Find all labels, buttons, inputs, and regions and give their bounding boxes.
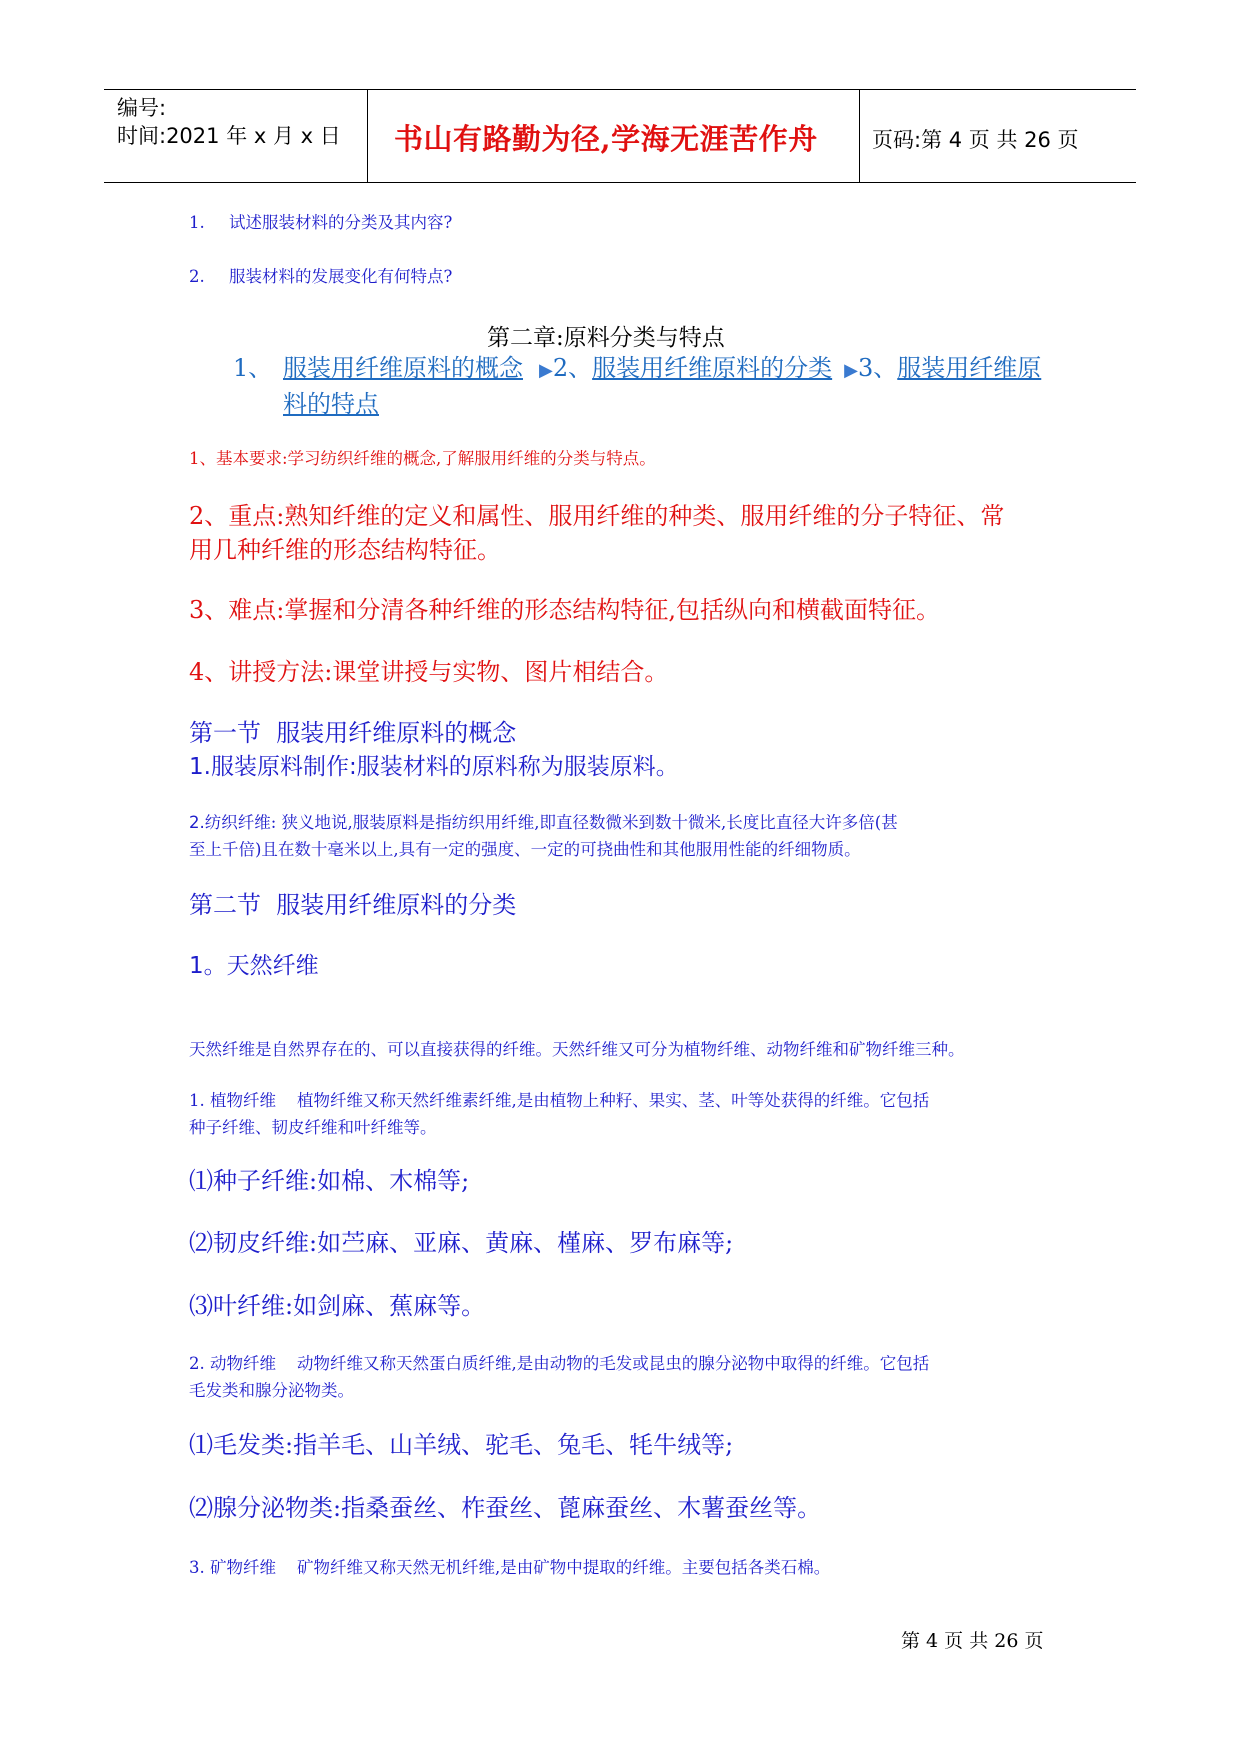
question-text: 试述服装材料的分类及其内容? [229,213,453,232]
animal-fiber-line2: 毛发类和腺分泌物类。 [189,1381,354,1400]
motto: 书山有路勤为径,学海无涯苦作舟 [394,122,818,156]
definition-textile-fiber [189,809,1069,863]
definition-text-line1: 纺织纤维: 狭义地说,服装原料是指纺织用纤维,即直径数微米到数十微米,长度比直径大许多倍(甚 [204,813,898,832]
list-item: ⑵腺分泌物类:指桑蚕丝、柞蚕丝、蓖麻蚕丝、木薯蚕丝等。 [189,1494,822,1522]
difficulty-point: 3、难点:掌握和分清各种纤维的形态结构特征,包括纵向和横截面特征。 [189,596,940,624]
question-number: 1. [189,213,205,232]
toc-arrow-icon: ▶ [844,360,858,381]
natural-fiber-description: 天然纤维是自然界存在的、可以直接获得的纤维。天然纤维又可分为植物纤维、动物纤维和矿物纤维三种。 [189,1040,965,1059]
definition-material: 1.服装原料制作:服装材料的原料称为服装原料。 [189,754,679,780]
toc-link-classification[interactable]: 服装用纤维原料的分类 [592,354,833,382]
plant-fiber-paragraph [189,1087,1069,1141]
toc-link-concept[interactable]: 服装用纤维原料的概念 [283,354,523,382]
basic-requirement: 1、基本要求:学习纺织纤维的概念,了解服用纤维的分类与特点。 [189,449,656,468]
toc-number: 2、 [552,354,593,382]
header-divider-left [367,89,368,183]
natural-fiber-heading: 1。天然纤维 [189,953,319,979]
chapter-title: 第二章:原料分类与特点 [487,325,725,351]
key-point-line1: 2、重点:熟知纤维的定义和属性、服用纤维的种类、服用纤维的分子特征、常 [189,502,1005,530]
serial-label: 编号: [117,96,167,120]
section1-title: 第一节 服装用纤维原料的概念 [189,719,517,747]
header-divider-right [859,89,860,183]
question-number: 2. [189,267,205,286]
list-item: ⑴种子纤维:如棉、木棉等; [189,1167,470,1195]
list-item: ⑵韧皮纤维:如苎麻、亚麻、黄麻、槿麻、罗布麻等; [189,1229,734,1257]
question-item [189,263,452,290]
definition-text-line2: 至上千倍)且在数十毫米以上,具有一定的强度、一定的可挠曲性和其他服用性能的纤细物质。 [189,840,861,859]
key-point-line2: 用几种纤维的形态结构特征。 [189,536,501,564]
chapter-toc [233,350,1073,389]
list-item: ⑶叶纤维:如剑麻、蕉麻等。 [189,1292,486,1320]
animal-fiber-line1: 2. 动物纤维 动物纤维又称天然蛋白质纤维,是由动物的毛发或昆虫的腺分泌物中取得的纤维。它包括 [189,1354,930,1373]
toc-number: 1、 [233,354,273,382]
page-label: 页码:第 4 页 共 26 页 [872,128,1079,152]
list-item: ⑴毛发类:指羊毛、山羊绒、驼毛、兔毛、牦牛绒等; [189,1431,734,1459]
section2-title: 第二节 服装用纤维原料的分类 [189,891,517,919]
toc-arrow-icon: ▶ [539,360,553,381]
header-bottom-border [104,182,1136,183]
page-footer: 第 4 页 共 26 页 [901,1630,1044,1652]
definition-number: 2. [189,813,205,832]
time-label: 时间:2021 年 x 月 x 日 [117,124,341,148]
header-top-border [104,89,1136,90]
toc-number: 3、 [857,354,898,382]
animal-fiber-paragraph [189,1350,1069,1404]
toc-link-characteristics-cont[interactable]: 料的特点 [283,390,379,418]
mineral-fiber-paragraph: 3. 矿物纤维 矿物纤维又称天然无机纤维,是由矿物中提取的纤维。主要包括各类石棉。 [189,1558,831,1577]
toc-link-characteristics[interactable]: 服装用纤维原 [897,354,1042,382]
plant-fiber-line1: 1. 植物纤维 植物纤维又称天然纤维素纤维,是由植物上种籽、果实、茎、叶等处获得的纤维。它包括 [189,1091,930,1110]
question-item [189,209,452,236]
question-text: 服装材料的发展变化有何特点? [229,267,453,286]
teaching-method: 4、讲授方法:课堂讲授与实物、图片相结合。 [189,658,669,686]
plant-fiber-line2: 种子纤维、韧皮纤维和叶纤维等。 [189,1118,437,1137]
